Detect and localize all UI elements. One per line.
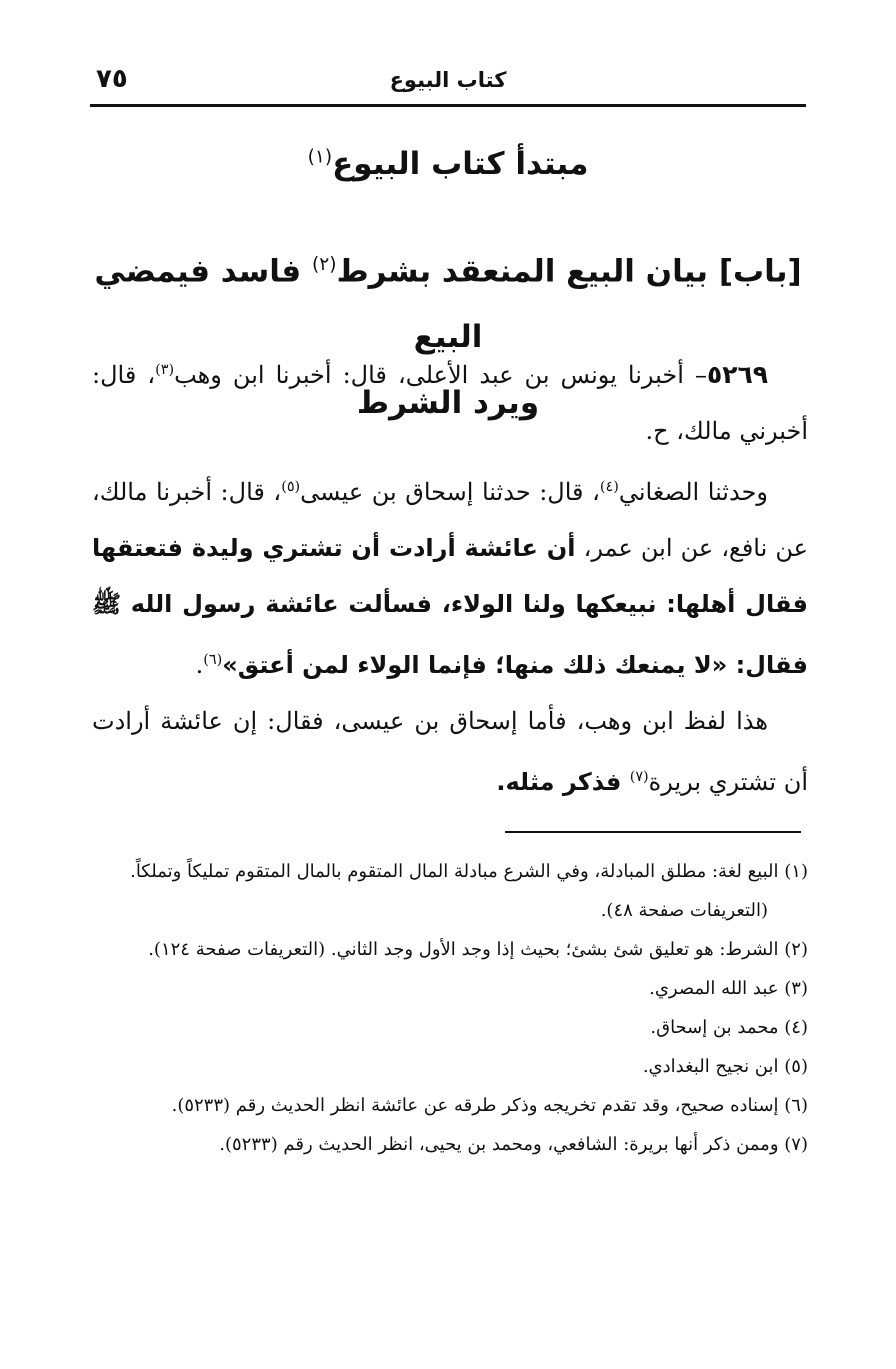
footnote-separator: [505, 831, 801, 833]
footnote-text: إسناده صحيح، وقد تقدم تخريجه وذكر طرقه عن عائشة انظر الحديث رقم (٥٢٣٣).: [171, 1095, 779, 1116]
footnote-2: [92, 930, 808, 969]
footnote-3: [92, 969, 808, 1008]
hadith-paragraph-1: [92, 342, 808, 459]
footnotes: [92, 852, 808, 1164]
footnote-marker: (٣): [784, 978, 808, 999]
footnote-1-continuation: (التعريفات صفحة ٤٨).: [600, 900, 768, 921]
hadith-p1-a: – أخبرنا يونس بن عبد الأعلى، قال: أخبرنا ابن وهب: [174, 361, 707, 389]
footnote-ref-2: (٢): [311, 254, 337, 275]
page-header: [90, 64, 806, 107]
hadith-p2-c: ، قال: أخبرنا مالك، عن نافع، عن ابن عمر،: [92, 478, 808, 562]
hadith-paragraph-2: [92, 459, 808, 693]
hadith-number: ٥٢٦٩: [706, 360, 768, 389]
footnote-1: [92, 852, 808, 891]
footnote-text: عبد الله المصري.: [649, 978, 779, 999]
footnote-ref-5: (٥): [281, 479, 301, 495]
footnote-ref-7: (٧): [629, 769, 649, 785]
hadith-p2-end: .: [195, 651, 204, 679]
hadith-p1-b: ، قال: أخبرني مالك، ح.: [92, 361, 808, 445]
footnote-marker: (٧): [784, 1134, 808, 1155]
chapter-title-part-2: فاسد فيمضي البيع: [94, 253, 483, 356]
footnote-marker: (٥): [784, 1056, 808, 1077]
footnote-text: محمد بن إسحاق.: [650, 1017, 779, 1038]
footnote-marker: (٦): [784, 1095, 808, 1116]
hadith-p3-bold: فذكر مثله.: [496, 768, 630, 796]
footnote-text: الشرط: هو تعليق شئ بشئ؛ بحيث إذا وجد الأول وجد الثاني. (التعريفات صفحة ١٢٤).: [148, 939, 779, 960]
page-number: ٧٥: [96, 64, 128, 94]
hadith-p2-b: ، قال: حدثنا إسحاق بن عيسى: [300, 478, 600, 506]
running-title: كتاب البيوع: [389, 68, 507, 92]
footnote-marker: (٢): [784, 939, 808, 960]
book-title-text: مبتدأ كتاب البيوع: [332, 146, 589, 182]
footnote-ref-6: (٦): [203, 652, 223, 668]
footnote-text: وممن ذكر أنها بريرة: الشافعي، ومحمد بن يحيى، انظر الحديث رقم (٥٢٣٣).: [219, 1134, 779, 1155]
footnote-marker: (١): [784, 861, 808, 882]
book-title: [90, 146, 806, 182]
footnote-4: [92, 1008, 808, 1047]
footnote-7: [92, 1125, 808, 1164]
footnote-marker: (٤): [784, 1017, 808, 1038]
hadith-quote: «لا يمنعك ذلك منها؛ فإنما الولاء لمن أعتق»: [222, 651, 728, 679]
footnote-5: [92, 1047, 808, 1086]
footnote-text: ابن نجيح البغدادي.: [642, 1056, 779, 1077]
hadith-p3-a: هذا لفظ ابن وهب، فأما إسحاق بن عيسى، فقال: إن عائشة أرادت أن تشتري بريرة: [92, 707, 808, 796]
hadith-paragraph-3: [92, 693, 808, 810]
footnote-ref-1: (١): [307, 146, 333, 168]
hadith-matn: أن عائشة أرادت أن تشتري وليدة فتعتقها فقال أهلها: نبيعكها ولنا الولاء، فسألت عائشة رسول الله ﷺ فقال:: [92, 534, 808, 679]
hadith-p2-a: وحدثنا الصغاني: [618, 478, 769, 506]
hadith-body: [92, 342, 808, 810]
footnote-text: البيع لغة: مطلق المبادلة، وفي الشرع مبادلة المال المتقوم بالمال المتقوم تمليكاً وتملكاً.: [130, 861, 779, 882]
footnote-ref-3: (٣): [155, 362, 175, 378]
chapter-title-part-1: [باب] بيان البيع المنعقد بشرط: [336, 253, 802, 290]
chapter-title-line-2: ويرد الشرط: [356, 385, 540, 422]
footnote-6: [92, 1086, 808, 1125]
footnote-ref-4: (٤): [599, 479, 619, 495]
